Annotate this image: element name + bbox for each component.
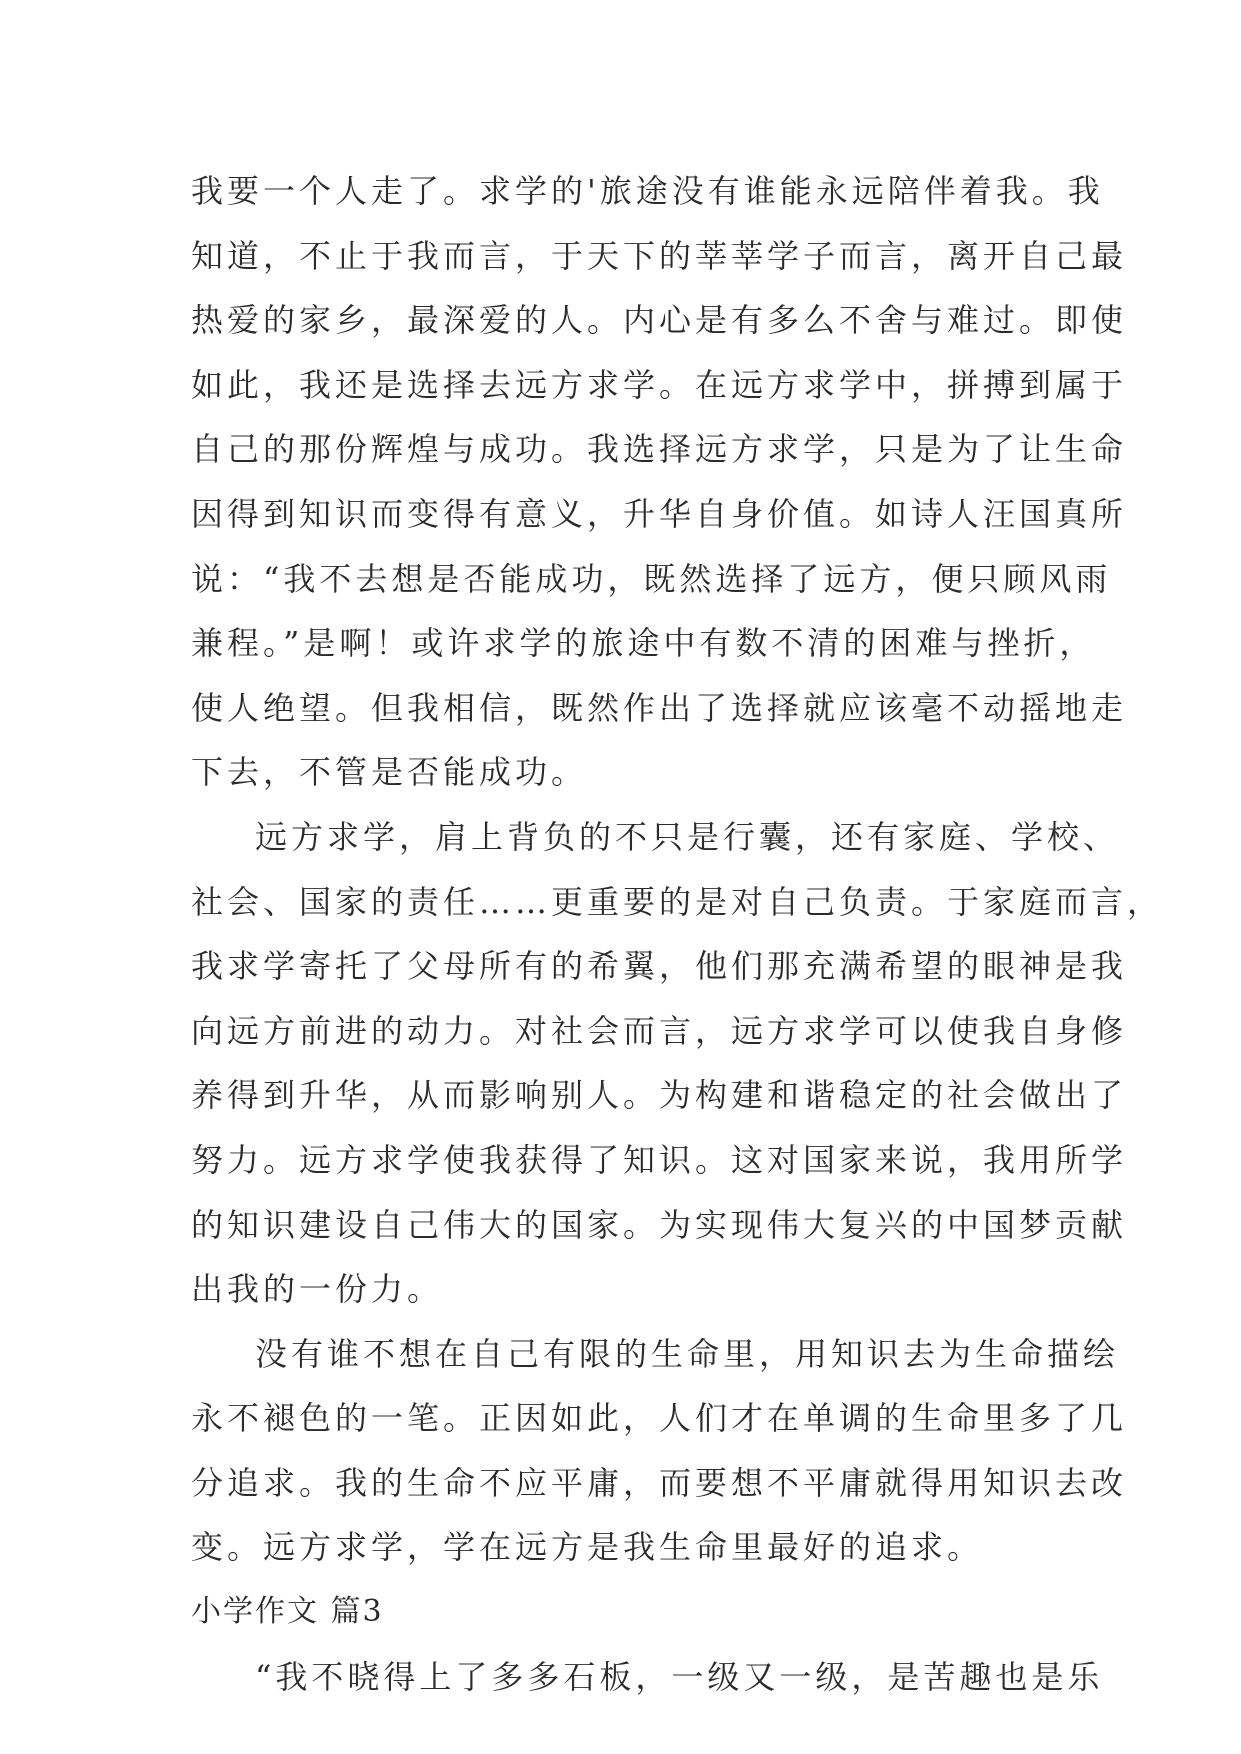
text-line: 兼程。”是啊！或许求学的旅途中有数不清的困难与挫折， bbox=[191, 624, 1096, 663]
text-line: 努力。远方求学使我获得了知识。这对国家来说，我用所学 bbox=[191, 1140, 1128, 1179]
text-line: 出我的一份力。 bbox=[191, 1270, 444, 1309]
text-line: 热爱的家乡，最深爱的人。内心是有多么不舍与难过。即使 bbox=[191, 301, 1128, 340]
paragraph-3 bbox=[191, 1322, 1128, 1580]
text-line: 使人绝望。但我相信，既然作出了选择就应该毫不动摇地走 bbox=[191, 688, 1128, 727]
text-line: 没有谁不想在自己有限的生命里，用知识去为生命描绘 bbox=[255, 1334, 1120, 1373]
section-heading: 小学作文 篇3 bbox=[191, 1594, 384, 1630]
text-line: 下去，不管是否能成功。 bbox=[191, 753, 588, 792]
paragraph-2 bbox=[191, 805, 1164, 1322]
text-line: 我求学寄托了父母所有的希翼，他们那充满希望的眼神是我 bbox=[191, 947, 1128, 986]
text-line: 养得到升华，从而影响别人。为构建和谐稳定的社会做出了 bbox=[191, 1076, 1128, 1115]
text-line: 知道，不止于我而言，于天下的莘莘学子而言，离开自己最 bbox=[191, 236, 1128, 275]
text-line: 变。远方求学，学在远方是我生命里最好的追求。 bbox=[191, 1528, 984, 1567]
text-line: 社会、国家的责任……更重要的是对自己负责。于家庭而言， bbox=[191, 882, 1164, 921]
paragraph-1 bbox=[191, 159, 1128, 805]
text-line: 的知识建设自己伟大的国家。为实现伟大复兴的中国梦贡献 bbox=[191, 1205, 1128, 1244]
text-line: 分追求。我的生命不应平庸，而要想不平庸就得用知识去改 bbox=[191, 1463, 1128, 1502]
text-line: 自己的那份辉煌与成功。我选择远方求学，只是为了让生命 bbox=[191, 430, 1128, 469]
text-line: 永不褪色的一笔。正因如此，人们才在单调的生命里多了几 bbox=[191, 1399, 1128, 1438]
document-body bbox=[191, 159, 1164, 1709]
text-line: 远方求学，肩上背负的不只是行囊，还有家庭、学校、 bbox=[255, 817, 1120, 856]
text-line: 说：“我不去想是否能成功，既然选择了远方，便只顾风雨 bbox=[191, 559, 1112, 598]
paragraph-4 bbox=[191, 1645, 1104, 1710]
text-line: 我要一个人走了。求学的'旅途没有谁能永远陪伴着我。我 bbox=[191, 172, 1104, 210]
text-line: 向远方前进的动力。对社会而言，远方求学可以使我自身修 bbox=[191, 1011, 1128, 1050]
text-line: 如此，我还是选择去远方求学。在远方求学中，拼搏到属于 bbox=[191, 365, 1128, 404]
text-line: 因得到知识而变得有意义，升华自身价值。如诗人汪国真所 bbox=[191, 494, 1128, 533]
text-line: “我不晓得上了多多石板，一级又一级，是苦趣也是乐 bbox=[255, 1657, 1104, 1696]
